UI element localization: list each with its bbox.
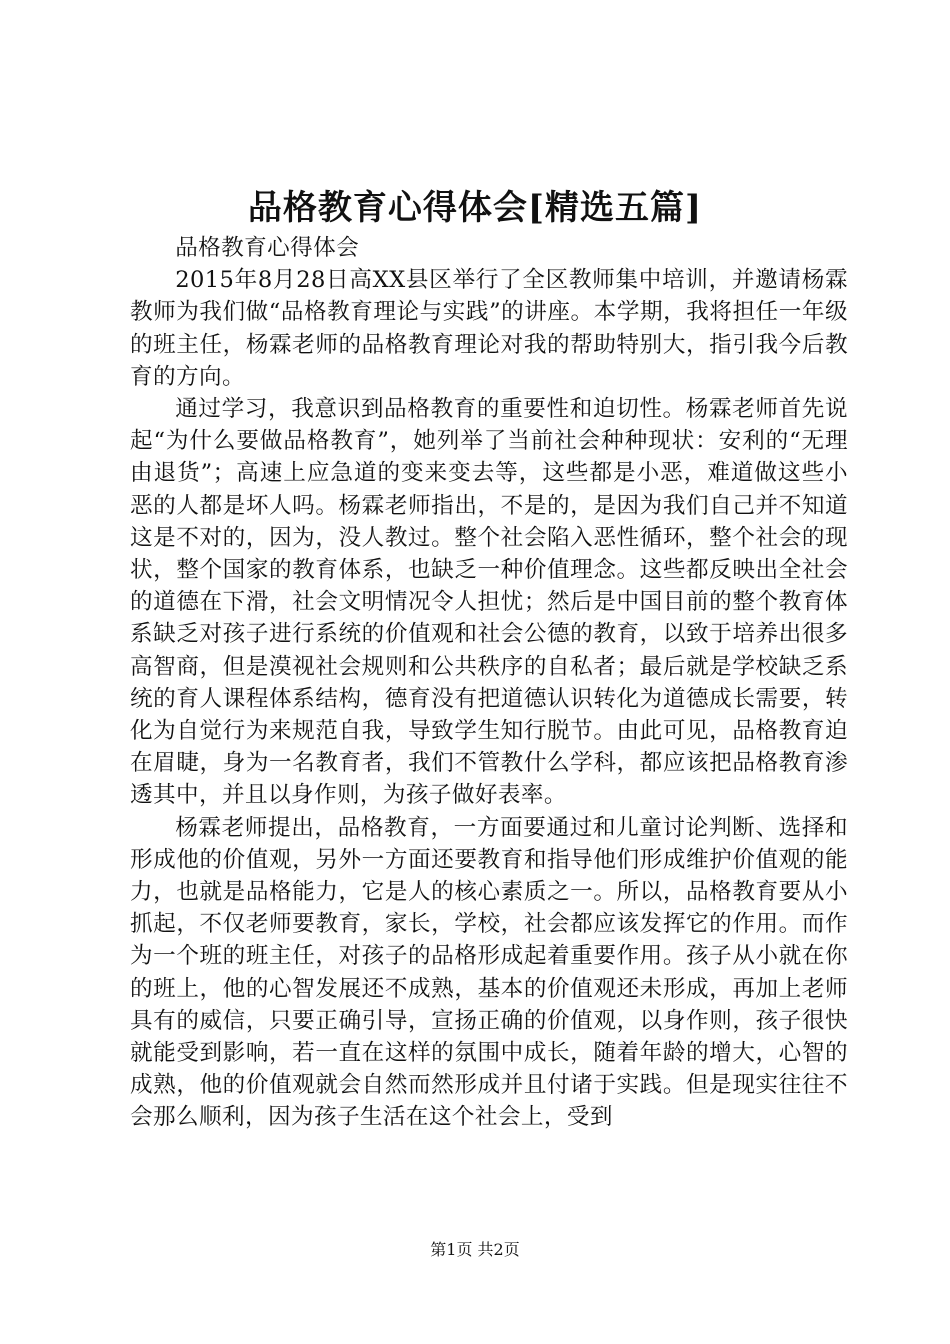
document-body — [130, 232, 848, 1134]
page-number-footer: 第1页 共2页 — [430, 1240, 520, 1259]
paragraph-3: 杨霖老师提出，品格教育，一方面要通过和儿童讨论判断、选择和形成他的价值观，另外一方面还要教育和指导他们形成维护价值观的能力，也就是品格能力，它是人的核心素质之一。所以，品格教育要从小抓起，不仅老师要教育，家长，学校，社会都应该发挥它的作用。而作为一个班的班主任，对孩子的品格形成起着重要作用。孩子从小就在你的班上，他的心智发展还不成熟，基本的价值观还未形成，再加上老师具有的威信，只要正确引导，宣扬正确的价值观，以身作则，孩子很快就能受到影响，若一直在这样的氛围中成长，随着年龄的增大，心智的成熟，他的价值观就会自然而然形成并且付诸于实践。但是现实往往不会那么顺利，因为孩子生活在这个社会上，受到 — [130, 814, 848, 1131]
document-title: 品格教育心得体会[精选五篇] — [247, 188, 703, 228]
paragraph-1: 2015年8月28日高XX县区举行了全区教师集中培训，并邀请杨霖教师为我们做“品格教育理论与实践”的讲座。本学期，我将担任一年级的班主任，杨霖老师的品格教育理论对我的帮助特别大，指引我今后教育的方向。 — [130, 267, 848, 390]
paragraph-2: 通过学习，我意识到品格教育的重要性和迫切性。杨霖老师首先说起“为什么要做品格教育”，她列举了当前社会种种现状：安利的“无理由退货”；高速上应急道的变来变去等，这些都是小恶，难道做这些小恶的人都是坏人吗。杨霖老师指出，不是的，是因为我们自己并不知道这是不对的，因为，没人教过。整个社会陷入恶性循环，整个社会的现状，整个国家的教育体系，也缺乏一种价值理念。这些都反映出全社会的道德在下滑，社会文明情况令人担忧；然后是中国目前的整个教育体系缺乏对孩子进行系统的价值观和社会公德的教育，以致于培养出很多高智商，但是漠视社会规则和公共秩序的自私者；最后就是学校缺乏系统的育人课程体系结构，德育没有把道德认识转化为道德成长需要，转化为自觉行为来规范自我，导致学生知行脱节。由此可见，品格教育迫在眉睫，身为一名教育者，我们不管教什么学科，都应该把品格教育渗透其中，并且以身作则，为孩子做好表率。 — [130, 396, 848, 809]
paragraph-subtitle: 品格教育心得体会 — [175, 235, 360, 261]
